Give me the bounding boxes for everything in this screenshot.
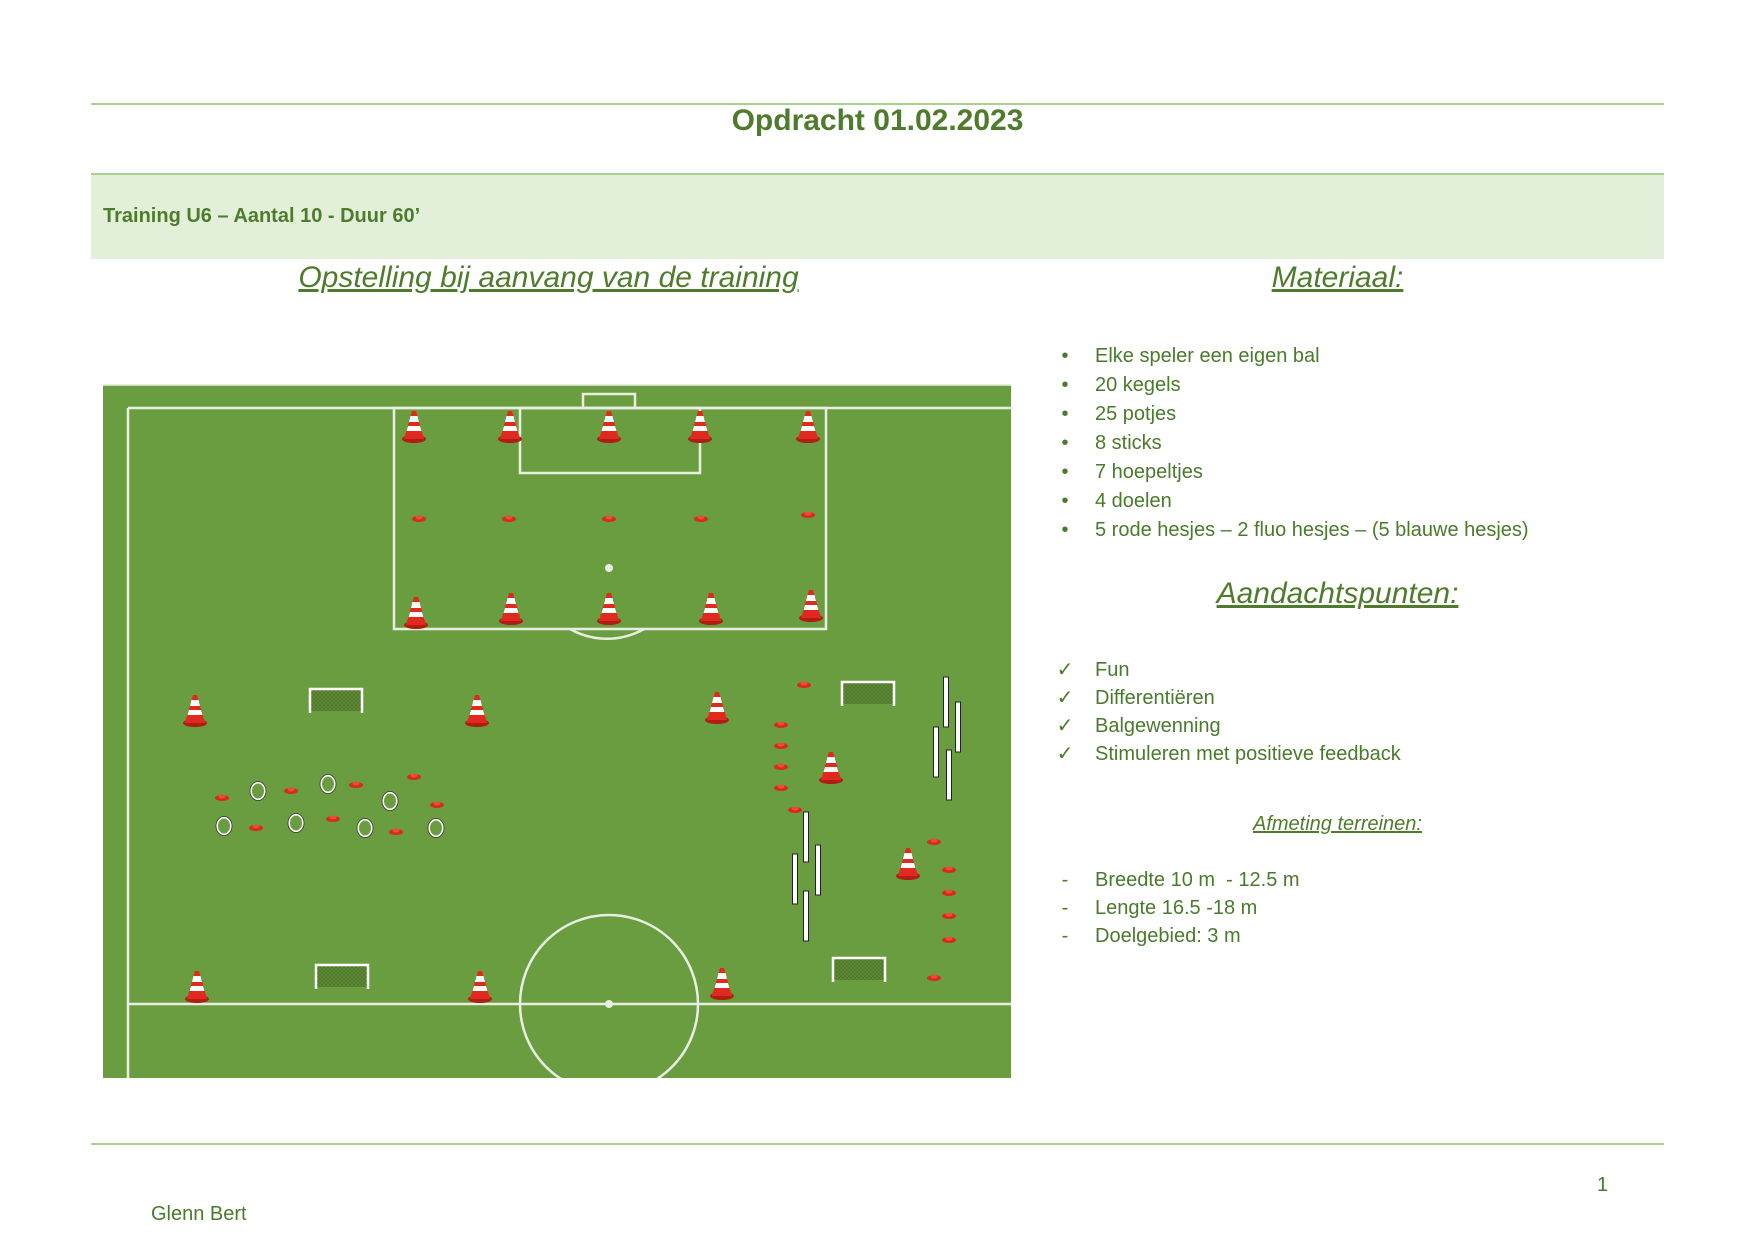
attention-list [1055, 656, 1655, 768]
list-item: ✓ Balgewenning [1055, 712, 1655, 740]
bullet-icon: • [1061, 461, 1069, 483]
mini-goal-icon [310, 689, 362, 713]
list-item: ✓ Differentiëren [1055, 684, 1655, 712]
list-item: • 7 hoepeltjes [1055, 458, 1655, 487]
stick-icon [934, 727, 939, 777]
stick-icon [956, 702, 961, 752]
list-item: ✓ Fun [1055, 656, 1655, 684]
list-item: • Elke speler een eigen bal [1055, 342, 1655, 371]
mini-goal-icon [842, 682, 894, 706]
dimensions-heading: Afmeting terreinen: [1253, 813, 1422, 835]
stick-icon [804, 812, 809, 862]
stick-icon [793, 854, 798, 904]
list-item: - Breedte 10 m - 12.5 m [1055, 866, 1655, 894]
stick-icon [816, 845, 821, 895]
checkmark-icon: ✓ [1056, 715, 1074, 737]
material-list [1055, 342, 1655, 545]
checkmark-icon: ✓ [1056, 743, 1074, 765]
attention-heading: Aandachtspunten: [1216, 577, 1459, 610]
list-item: • 5 rode hesjes – 2 fluo hesjes – (5 blauwe hesjes) [1055, 516, 1655, 545]
bullet-icon: • [1061, 519, 1069, 541]
bullet-icon: • [1061, 345, 1069, 367]
dash-icon: - [1061, 925, 1069, 947]
dash-icon: - [1061, 897, 1069, 919]
subheader-band [91, 175, 1664, 259]
list-item: • 20 kegels [1055, 371, 1655, 400]
pitch-svg [103, 384, 1011, 1078]
material-heading: Materiaal: [1271, 261, 1404, 294]
subheader-text: Training U6 – Aantal 10 - Duur 60’ [103, 205, 421, 227]
bullet-icon: • [1061, 432, 1069, 454]
stick-icon [804, 891, 809, 941]
mini-goal-icon [316, 965, 368, 989]
dash-icon: - [1061, 869, 1069, 891]
stick-icon [944, 677, 949, 727]
dimensions-list [1055, 866, 1655, 950]
page-number: 1 [1597, 1174, 1609, 1196]
footer-rule [91, 1143, 1664, 1145]
list-item: • 8 sticks [1055, 429, 1655, 458]
list-item: • 25 potjes [1055, 400, 1655, 429]
checkmark-icon: ✓ [1056, 659, 1074, 681]
bullet-icon: • [1061, 403, 1069, 425]
page-title: Opdracht 01.02.2023 [731, 104, 1024, 137]
bullet-icon: • [1061, 374, 1069, 396]
list-item: • 4 doelen [1055, 487, 1655, 516]
list-item: ✓ Stimuleren met positieve feedback [1055, 740, 1655, 768]
mini-goal-icon [833, 958, 885, 982]
list-item: - Doelgebied: 3 m [1055, 922, 1655, 950]
training-field-diagram [103, 384, 1011, 1078]
setup-heading: Opstelling bij aanvang van de training [298, 261, 799, 294]
bullet-icon: • [1061, 490, 1069, 512]
stick-icon [947, 750, 952, 800]
list-item: - Lengte 16.5 -18 m [1055, 894, 1655, 922]
author-name: Glenn Bert [151, 1203, 247, 1225]
checkmark-icon: ✓ [1056, 687, 1074, 709]
